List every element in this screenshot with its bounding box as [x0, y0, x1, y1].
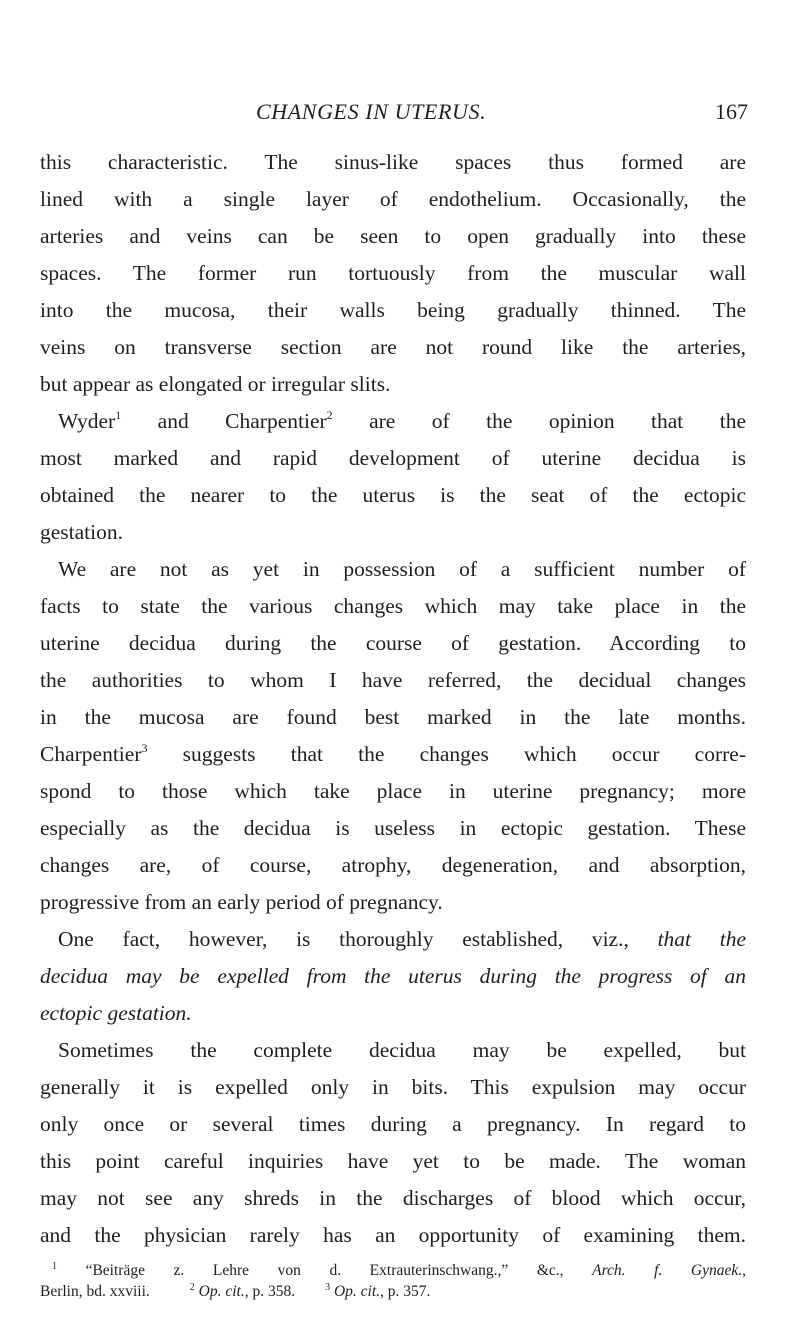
- text-line: only once or several times during a pregnancy. In regard to: [40, 1112, 746, 1136]
- text-line: but appear as elongated or irregular slits.: [40, 372, 391, 396]
- footnote-italic: Arch. f. Gynaek.,: [592, 1262, 746, 1279]
- text-line: [58, 921, 746, 957]
- text-line: this characteristic. The sinus-like spaces thus formed are: [40, 150, 746, 174]
- text-span: One fact, however, is thoroughly established, viz.,: [58, 927, 658, 951]
- text-line: may not see any shreds in the discharges of blood which occur,: [40, 1186, 746, 1210]
- footnote-text: , p. 357.: [380, 1283, 431, 1300]
- page-title: CHANGES IN UTERUS.: [256, 99, 487, 124]
- text-line: arteries and veins can be seen to open gradually into these: [40, 224, 746, 248]
- text-line: We are not as yet in possession of a sufficient number of: [58, 557, 746, 581]
- text-span: and Charpentier: [121, 409, 327, 433]
- text-line: obtained the nearer to the uterus is the seat of the ectopic: [40, 483, 746, 507]
- footnote-ref: 1: [115, 408, 122, 422]
- text-span: Charpentier: [40, 742, 142, 766]
- footnote-line: [40, 1281, 746, 1303]
- text-line: the authorities to whom I have referred, the decidual changes: [40, 668, 746, 692]
- italic-text: decidua may be expelled from the uterus during the progress of an: [40, 964, 746, 988]
- text-line: this point careful inquiries have yet to be made. The woman: [40, 1149, 746, 1173]
- text-line: [58, 403, 746, 439]
- footnote-text: Berlin, bd. xxviii.: [40, 1283, 150, 1300]
- italic-text: that the: [657, 927, 746, 951]
- footnote-text: , p. 358.: [244, 1283, 296, 1300]
- text-span: Wyder: [58, 409, 116, 433]
- text-line: changes are, of course, atrophy, degeneration, and absorption,: [40, 853, 746, 877]
- footnote-ref: 2: [326, 408, 333, 422]
- text-line: spaces. The former run tortuously from the muscular wall: [40, 261, 746, 285]
- text-line: in the mucosa are found best marked in the late months.: [40, 705, 746, 729]
- text-line: veins on transverse section are not round like the arteries,: [40, 335, 746, 359]
- text-line: facts to state the various changes which may take place in the: [40, 594, 746, 618]
- footnote-marker: 3: [325, 1282, 331, 1293]
- italic-text: ectopic gestation.: [40, 1001, 192, 1025]
- footnote-ref: 3: [141, 741, 148, 755]
- text-span: suggests that the changes which occur corre-: [147, 742, 746, 766]
- text-line: progressive from an early period of pregnancy.: [40, 890, 443, 914]
- text-line: uterine decidua during the course of gestation. According to: [40, 631, 746, 655]
- text-line: and the physician rarely has an opportunity of examining them.: [40, 1223, 746, 1247]
- text-line: into the mucosa, their walls being gradually thinned. The: [40, 298, 746, 322]
- text-line: most marked and rapid development of uterine decidua is: [40, 446, 746, 470]
- text-line: generally it is expelled only in bits. This expulsion may occur: [40, 1075, 746, 1099]
- footnote-text: “Beiträge z. Lehre von d. Extrauterinschwang.,” &c.,: [57, 1262, 593, 1279]
- footnote-italic: Op. cit.: [198, 1283, 245, 1300]
- text-line: lined with a single layer of endothelium. Occasionally, the: [40, 187, 746, 211]
- running-header: [228, 94, 748, 130]
- footnote-italic: Op. cit.: [333, 1283, 381, 1300]
- text-line: especially as the decidua is useless in ectopic gestation. These: [40, 816, 746, 840]
- footnote-marker: 1: [52, 1261, 57, 1272]
- text-line: spond to those which take place in uterine pregnancy; more: [40, 779, 746, 803]
- text-line: [40, 958, 746, 994]
- text-line: Sometimes the complete decidua may be expelled, but: [58, 1038, 746, 1062]
- text-line: [40, 736, 746, 772]
- text-span: are of the opinion that the: [332, 409, 746, 433]
- footnote-marker: 2: [189, 1282, 195, 1293]
- text-line: gestation.: [40, 520, 123, 544]
- page-number: 167: [715, 99, 748, 124]
- text-line: [40, 995, 746, 1031]
- footnote-line: [52, 1260, 746, 1282]
